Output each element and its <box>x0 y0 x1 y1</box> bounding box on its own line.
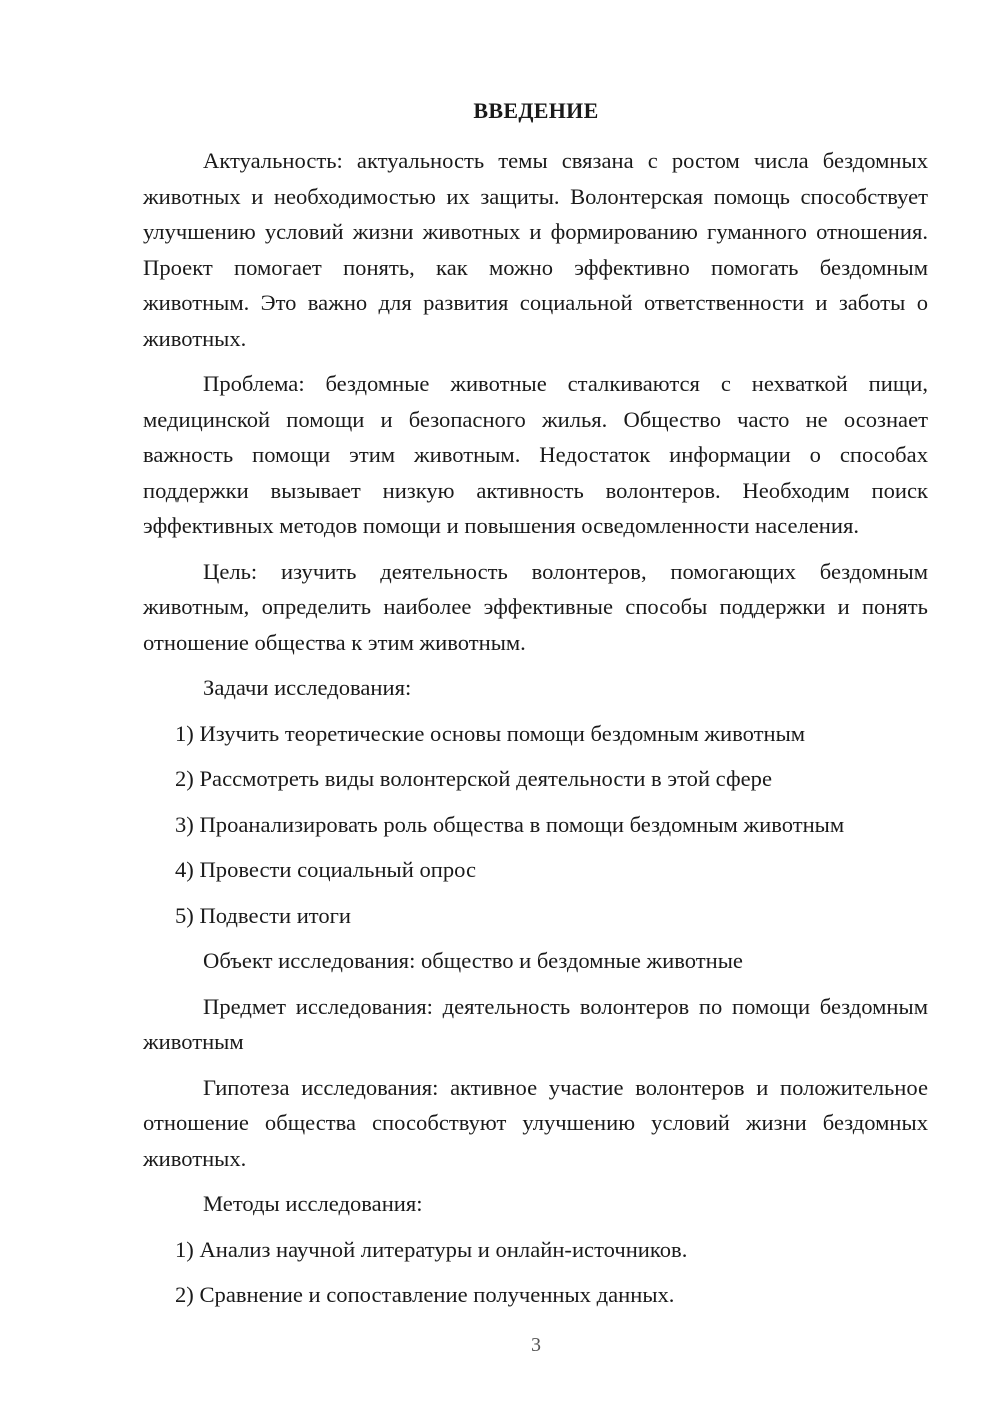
task-item: 4) Провести социальный опрос <box>175 857 477 882</box>
task-item: 3) Проанализировать роль общества в помощи бездомным животным <box>175 811 845 837</box>
relevance-paragraph: Актуальность: актуальность темы связана с ростом числа бездомных животных и необходимостью их защиты. Волонтерская помощь способствует улучшению условий жизни животных и формированию гуманного отношения. Проект помогает понять, как можно эффективно помогать бездомным животным. Это важно для развития социальной ответственности и заботы о животных. <box>143 148 928 351</box>
task-item: 2) Рассмотреть виды волонтерской деятельности в этой сфере <box>175 766 772 791</box>
method-item: 1) Анализ научной литературы и онлайн-источников. <box>175 1236 688 1262</box>
goal-paragraph: Цель: изучить деятельность волонтеров, помогающих бездомным животным, определить наиболее эффективные способы поддержки и понять отношение общества к этим животным. <box>143 558 928 655</box>
section-heading: ВВЕДЕНИЕ <box>473 98 599 123</box>
tasks-title: Задачи исследования: <box>203 675 412 700</box>
body-text <box>143 143 928 1313</box>
methods-title: Методы исследования: <box>203 1191 423 1216</box>
problem-paragraph: Проблема: бездомные животные сталкиваются с нехваткой пищи, медицинской помощи и безопасного жилья. Общество часто не осознает важность помощи этим животным. Недостаток информации о способах поддержки вызывает низкую активность волонтеров. Необходим поиск эффективных методов помощи и повышения осведомленности населения. <box>143 371 928 538</box>
subject-paragraph: Предмет исследования: деятельность волонтеров по помощи бездомным животным <box>143 993 928 1054</box>
method-item: 2) Сравнение и сопоставление полученных данных. <box>175 1282 675 1307</box>
hypothesis-paragraph: Гипотеза исследования: активное участие волонтеров и положительное отношение общества способствуют улучшению условий жизни бездомных животных. <box>143 1074 928 1171</box>
task-item: 5) Подвести итоги <box>175 902 352 928</box>
task-item: 1) Изучить теоретические основы помощи бездомным животным <box>175 720 806 746</box>
page-number: 3 <box>531 1334 541 1356</box>
object-line: Объект исследования: общество и бездомные животные <box>203 948 743 973</box>
